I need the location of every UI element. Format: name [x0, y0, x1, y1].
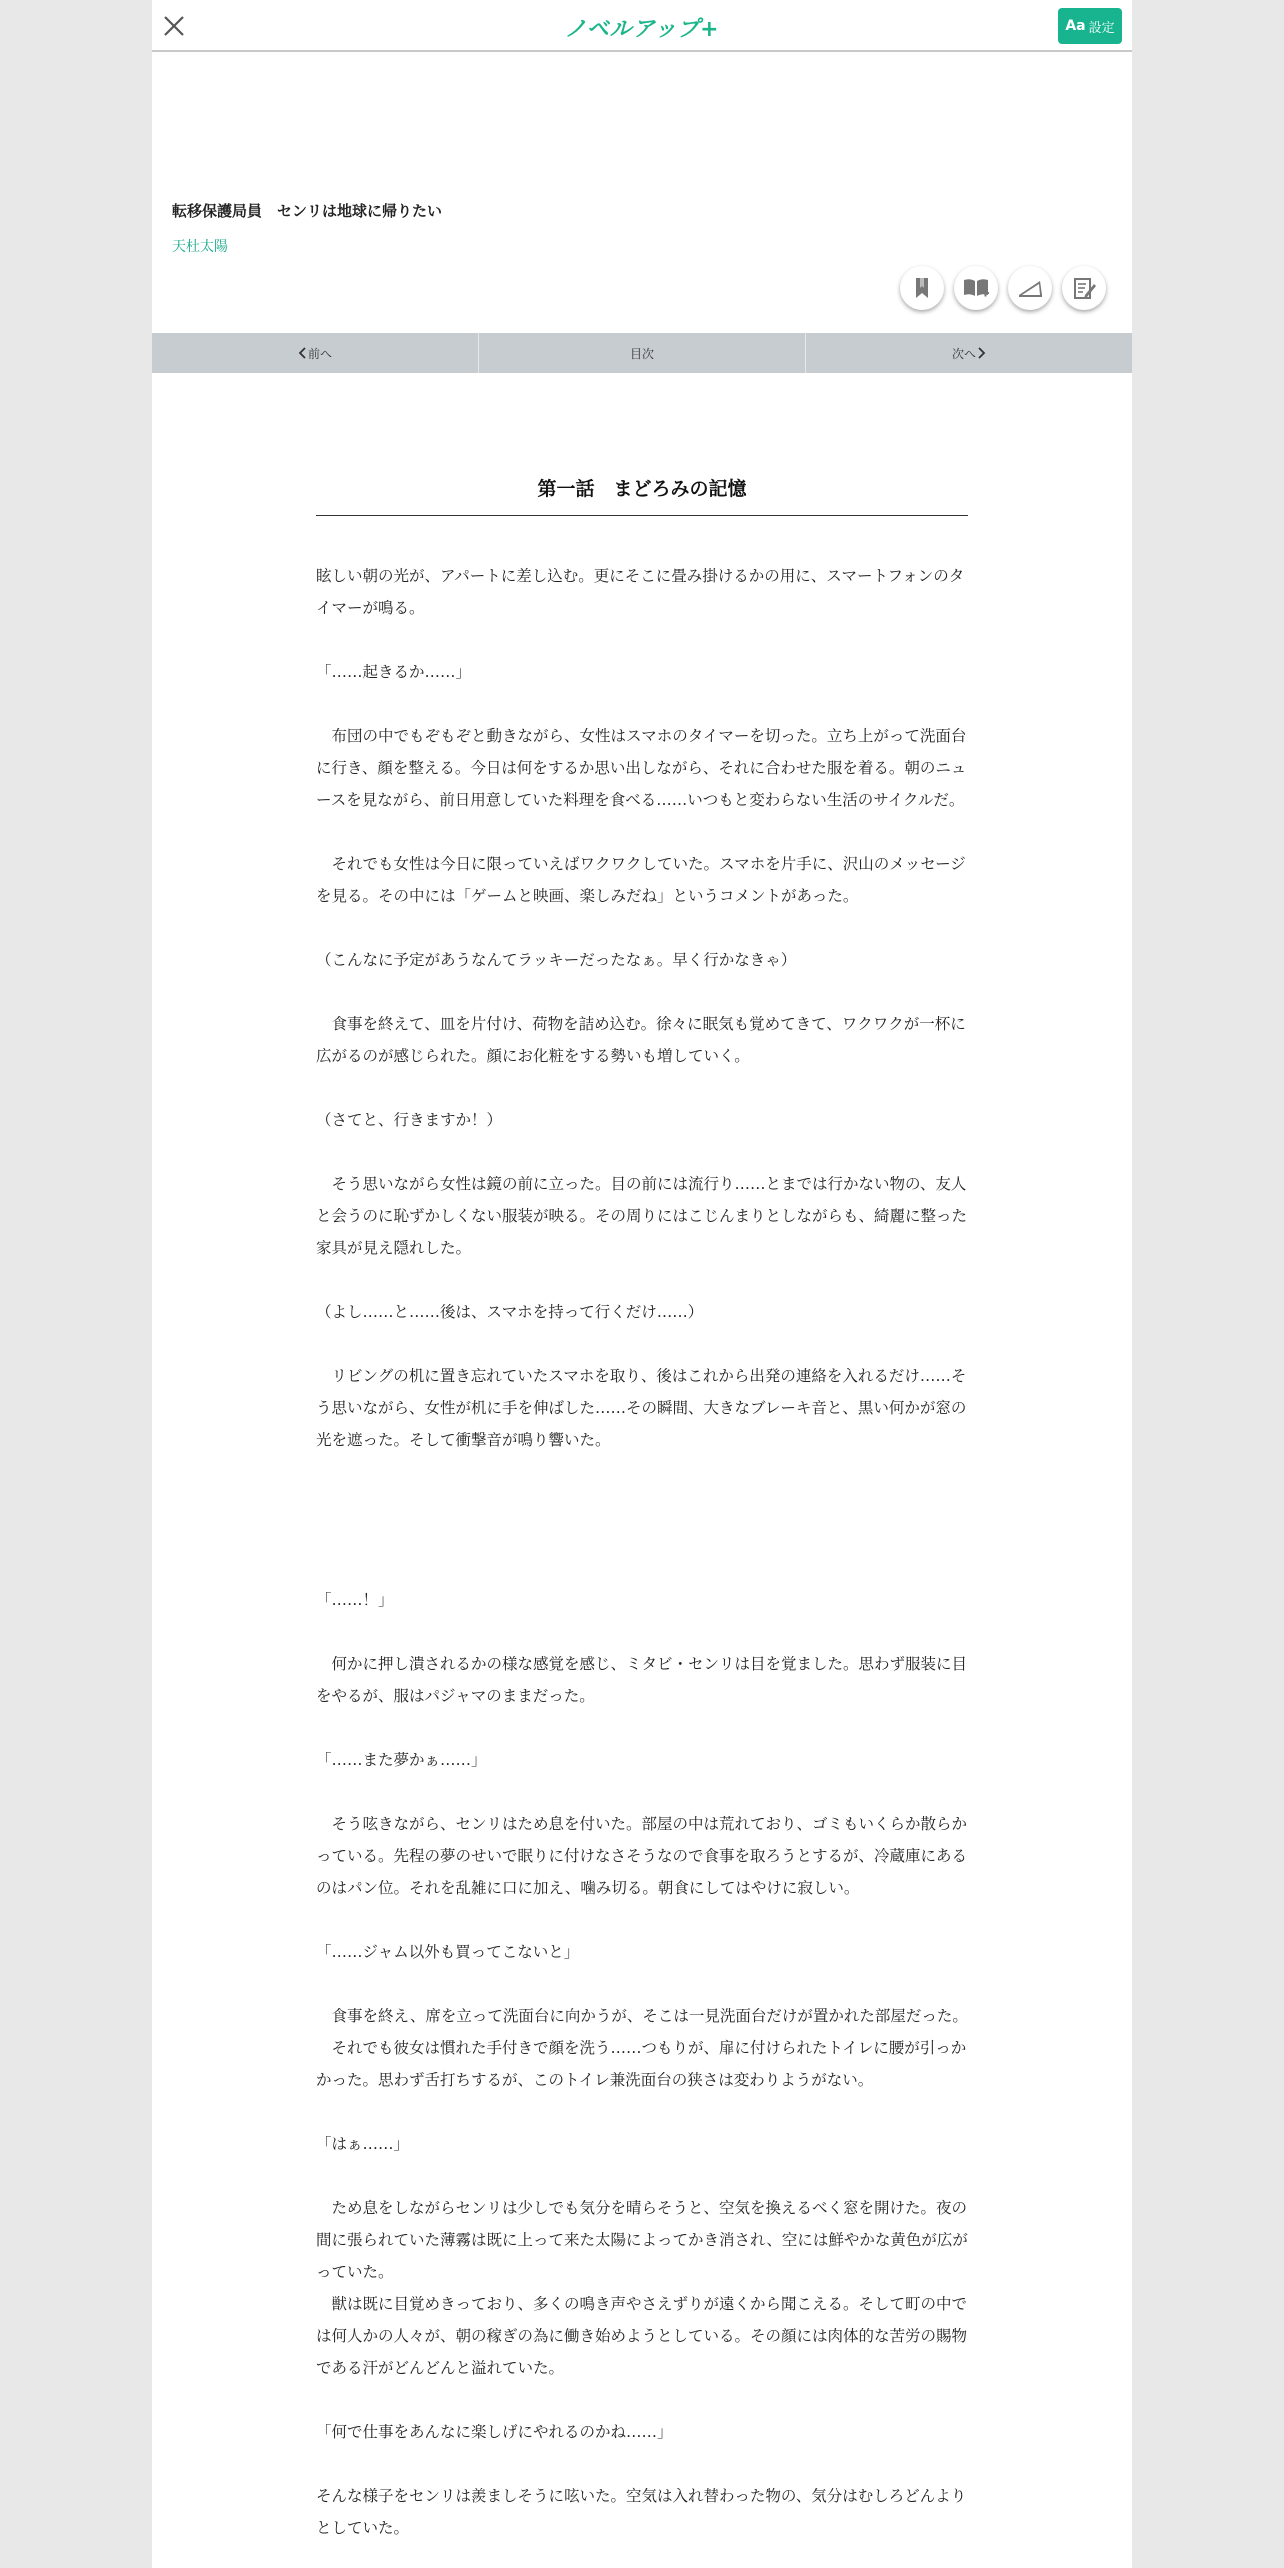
body-paragraph: 何かに押し潰されるかの様な感覚を感じ、ミタビ・センリは目を覚ました。思わず服装に目をやるが、服はパジャマのままだった。 — [316, 1655, 968, 1705]
body-paragraph: ため息をしながらセンリは少しでも気分を晴らそうと、空気を換えるべく窓を開けた。夜の間に張られていた薄霧は既に上って来た太陽によってかき消され、空には鮮やかな黄色が広がっていた。 — [316, 2199, 968, 2281]
settings-aa-icon: Aa — [1065, 18, 1086, 34]
next-label: 次へ — [951, 346, 976, 361]
body-paragraph: 「……また夢かぁ……」 — [316, 1751, 487, 1769]
reader-page — [152, 0, 1132, 2568]
cheer-button[interactable] — [1008, 266, 1052, 310]
prev-episode-button[interactable] — [152, 333, 479, 373]
prev-label: 前へ — [307, 346, 332, 361]
body-paragraph — [316, 1488, 968, 1520]
body-paragraph: そんな様子をセンリは羨ましそうに呟いた。空気は入れ替わった物の、気分はむしろどんよりとしていた。 — [316, 2487, 967, 2537]
body-paragraph — [316, 1904, 968, 1936]
body-paragraph — [316, 1712, 968, 1744]
table-of-contents-button[interactable] — [479, 333, 806, 373]
body-paragraph: 「……起きるか……」 — [316, 663, 472, 681]
body-paragraph: 食事を終え、席を立って洗面台に向かうが、そこは一見洗面台だけが置かれた部屋だった。 — [316, 2007, 968, 2025]
body-paragraph — [316, 912, 968, 944]
body-paragraph — [316, 2448, 968, 2480]
body-paragraph — [316, 1776, 968, 1808]
body-paragraph: 「……！」 — [316, 1591, 394, 1609]
body-paragraph: それでも女性は今日に限っていえばワクワクしていた。スマホを片手に、沢山のメッセージを見る。その中には「ゲームと映画、楽しみだね」というコメントがあった。 — [316, 855, 966, 905]
body-paragraph: （よし……と……後は、スマホを持って行くだけ……） — [316, 1303, 704, 1321]
body-paragraph: そう思いながら女性は鏡の前に立った。目の前には流行り……とまでは行かない物の、友人と会うのに恥ずかしくない服装が映る。その周りにはこじんまりとしながらも、綺麗に整った家具が見え隠れした。 — [316, 1175, 968, 1257]
body-paragraph — [316, 1552, 968, 1584]
action-icon-row — [900, 266, 1106, 314]
body-paragraph — [316, 1264, 968, 1296]
add-to-bookshelf-button[interactable] — [954, 266, 998, 310]
body-paragraph: 「はぁ……」 — [316, 2135, 410, 2153]
body-paragraph: （こんなに予定があうなんてラッキーだったなぁ。早く行かなきゃ） — [316, 951, 797, 969]
toc-label: 目次 — [629, 346, 654, 361]
settings-label: 設定 — [1088, 20, 1115, 36]
body-paragraph: そう呟きながら、センリはため息を付いた。部屋の中は荒れており、ゴミもいくらか散らかっている。先程の夢のせいで眠りに付けなさそうなので食事を取ろうとするが、冷蔵庫にあるのはパン位。それを乱雑に口に加え、噛み切る。朝食にしてはやけに寂しい。 — [316, 1815, 968, 1897]
body-paragraph: 「何で仕事をあんなに楽しげにやれるのかね……」 — [316, 2423, 673, 2441]
chapter-title: 第一話 まどろみの記憶 — [316, 474, 968, 516]
work-title[interactable]: 転移保護局員 センリは地球に帰りたい — [172, 202, 443, 220]
body-paragraph — [316, 2384, 968, 2416]
write-review-button[interactable] — [1062, 266, 1106, 310]
author-link[interactable]: 天杜太陽 — [172, 239, 228, 255]
body-paragraph: 「……ジャム以外も買ってこないと」 — [316, 1943, 580, 1961]
body-paragraph — [316, 1072, 968, 1104]
body-paragraph — [316, 1456, 968, 1488]
body-paragraph — [316, 1616, 968, 1648]
body-paragraph: （さてと、行きますか！） — [316, 1111, 503, 1129]
body-paragraph — [316, 1520, 968, 1552]
body-paragraph — [316, 688, 968, 720]
bookmark-button[interactable] — [900, 266, 944, 310]
display-settings-button[interactable] — [1058, 8, 1122, 44]
body-paragraph: 布団の中でもぞもぞと動きながら、女性はスマホのタイマーを切った。立ち上がって洗面台に行き、顔を整える。今日は何をするか思い出しながら、それに合わせた服を着る。朝のニュースを見ながら、前日用意していた料理を食べる……いつもと変わらない生活のサイクルだ。 — [316, 727, 967, 809]
body-paragraph: リビングの机に置き忘れていたスマホを取り、後はこれから出発の連絡を入れるだけ……そう思いながら、女性が机に手を伸ばした……その瞬間、大きなブレーキ音と、黒い何かが窓の光を遮った。そして衝撃音が鳴り響いた。 — [316, 1367, 967, 1449]
book-plus-icon — [962, 275, 990, 301]
site-logo[interactable]: ノベルアップ+ — [564, 17, 720, 42]
next-episode-button[interactable] — [806, 333, 1132, 373]
body-paragraph — [316, 816, 968, 848]
chapter-body — [316, 560, 968, 2544]
body-paragraph — [316, 1328, 968, 1360]
bookmark-icon — [909, 275, 935, 301]
body-paragraph — [316, 2096, 968, 2128]
body-paragraph: 食事を終えて、皿を片付け、荷物を詰め込む。徐々に眠気も覚めてきて、ワクワクが一杯に広がるのが感じられた。顔にお化粧をする勢いも増していく。 — [316, 1015, 966, 1065]
chevron-left-icon — [298, 347, 308, 359]
body-paragraph: それでも彼女は慣れた手付きで顔を洗う……つもりが、扉に付けられたトイレに腰が引っかかった。思わず舌打ちするが、このトイレ兼洗面台の狭さは変わりようがない。 — [316, 2039, 967, 2089]
body-paragraph — [316, 2160, 968, 2192]
edit-note-icon — [1071, 275, 1097, 301]
body-paragraph: 眩しい朝の光が、アパートに差し込む。更にそこに畳み掛けるかの用に、スマートフォンのタイマーが鳴る。 — [316, 567, 965, 617]
body-paragraph — [316, 1136, 968, 1168]
body-paragraph: 獣は既に目覚めきっており、多くの鳴き声やさえずりが遠くから聞こえる。そして町の中では何人かの人々が、朝の稼ぎの為に働き始めようとしている。その顔には肉体的な苦労の賜物である汗がどんどんと溢れていた。 — [316, 2295, 968, 2377]
body-paragraph — [316, 624, 968, 656]
header-bar — [152, 0, 1132, 52]
body-paragraph — [316, 1968, 968, 2000]
episode-nav-bar — [152, 333, 1132, 373]
chevron-right-icon — [976, 347, 986, 359]
megaphone-icon — [1016, 275, 1044, 301]
body-paragraph — [316, 976, 968, 1008]
